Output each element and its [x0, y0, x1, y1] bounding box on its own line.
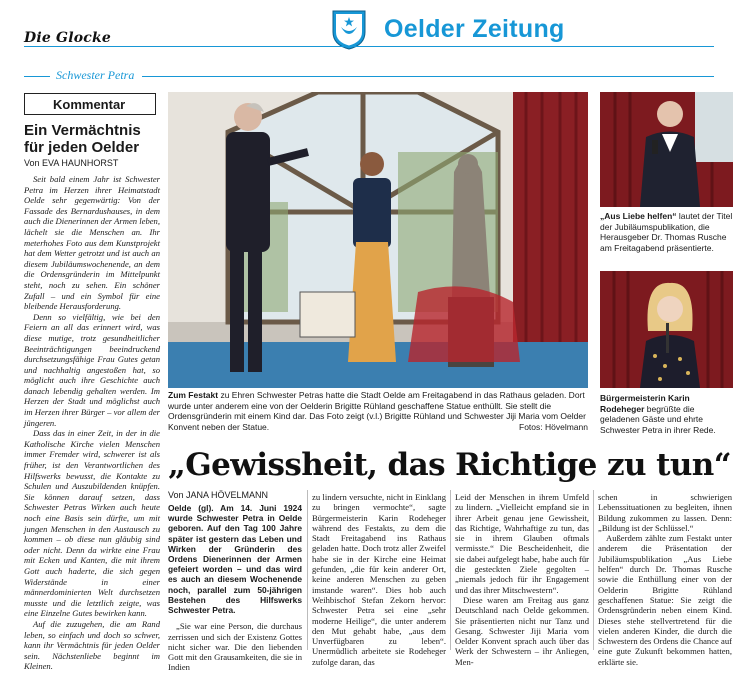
column-divider	[307, 490, 308, 650]
topic-label: Schwester Petra	[52, 68, 138, 83]
festakt-photo	[168, 92, 588, 388]
topic-rule-left	[24, 76, 50, 77]
commentary-paragraph: Auf die zuzugehen, die am Rand leben, so einfach und doch so schwer, kann ihr Vermächtnis für jeden Oelder sein. Nächstenliebe beginnt im Kleinen.	[24, 618, 160, 672]
caption-lead: „Aus Liebe helfen“	[600, 211, 677, 221]
masthead-rule	[24, 46, 714, 47]
article-column-4	[598, 492, 732, 667]
caption-text: begrüßte die geladenen Gäste und ehrte Schwester Petra in ihrer Rede.	[600, 403, 716, 435]
rodeheger-photo	[600, 271, 733, 388]
article-paragraph: „Sie war eine Person, die durchaus zerrissen und sich der Existenz Gottes nicht sicher war. Die den liebenden Gott mit den Grausamkeiten, die sie in Indien	[168, 621, 302, 673]
commentary-title-line1: Ein Vermächtnis	[24, 122, 141, 139]
article-lead: Oelde (gl). Am 14. Juni 1924 wurde Schwester Petra in Oelde geboren. Auf den Tag 100 Jahre später ist gestern das Leben und Wirken der Gründerin des Ordens Dienerinnen der Armen gefeiert worden – und das wird es auch an diesem Wochenende noch, parallel zum 50-jährigen Bestehen des Hilfswerks Schwester Petra.	[168, 503, 302, 616]
article-column-3	[455, 492, 589, 667]
article-paragraph: Leid der Menschen in ihrem Umfeld zu lindern. „Vielleicht empfand sie in ihrer Arbeit genau jene Gewissheit, das Richtige, Wahrhaftige zu tun, das sie in ihrem Glauben oftmals vermisste.“ Die Bescheidenheit, die sie dabei aufgelegt habe, habe auch für die gesteckten Ziele gegolten – „niemals jedoch für ihr Engagement und das ihrer Mitschwestern“.	[455, 492, 589, 595]
coat-of-arms-icon	[332, 10, 366, 50]
rodeheger-caption	[600, 393, 733, 435]
article-paragraph: schen in schwierigen Lebenssituationen zu begleiten, ihnen Bildung zukommen zu lassen. Denn: „Bildung ist der Schlüssel.“	[598, 492, 732, 533]
caption-lead: Bürgermeisterin Karin Rodeheger	[600, 393, 690, 414]
article-column-1	[168, 503, 302, 673]
column-divider	[450, 490, 451, 650]
topic-rule-right	[142, 76, 714, 77]
caption-text: zu Ehren Schwester Petras hatte die Stadt Oelde am Freitagabend in das Rathaus geladen. Dort wurde unter anderem eine von der Oelderin Brigitte Rühland geschaffene Statue enthüllt. Sie stellt die Ordensgründerin mit einem Kind dar. Das Foto zeigt (v.l.) Brigitte Rühland und Schwester Jiji Maria vom Oelder Konvent neben der Statue.	[168, 390, 586, 432]
publication-logo: Die Glocke	[24, 30, 111, 46]
photo-credit: Fotos: Hövelmann	[519, 421, 588, 432]
article-paragraph: zu lindern versuchte, nicht in Einklang zu bringen vermochte“, sagte Bürgermeisterin Karin Rodeheger während des Festakts, zu dem die Stadt Freitagabend ins Rathaus geladen hatte. Doch trotz aller Zweifel habe sie in der Kirche eine Heimat gefunden, „die für kein anderer Ort, keine anderen Menschen zu geben imstande waren“. Dies hob auch Weihbischof Stefan Zekorn hervor: Schwester Petra sei eine „sehr moderne Heilige“, die unter anderem den Mut gehabt habe, „aus dem Unverfügbaren zu leben“. Unermüdlich arbeitete sie Rodeheger zufolge daran, das	[312, 492, 446, 667]
rusche-photo	[600, 92, 733, 207]
article-paragraph: Außerdem zählte zum Festakt unter anderem die Präsentation der Jubiläumspublikation „Aus Liebe helfen“ durch Dr. Thomas Rusche sowie die Enthüllung einer von der Oelderin Brigitte Rühland geschaffenen Statue: Sie zeigt die Ordensgründerin neben einem Kind. Dieses stehe stellvertretend für die vielen anderen Kinder, die durch die Schwestern des Ordens die Chance auf eine gute Zukunft bekommen hatten, erklärte sie.	[598, 533, 732, 667]
commentary-title	[24, 122, 164, 156]
edition-title: Oelder Zeitung	[384, 15, 565, 43]
commentary-title-line2: für jeden Oelder	[24, 139, 140, 156]
article-headline: „Gewissheit, das Richtige zu tun“	[168, 447, 731, 483]
main-photo-caption	[168, 390, 588, 432]
commentary-paragraph: Denn so vielfältig, wie bei den Feiern an all das erinnert wird, was diese mutige, trotz gesundheitlicher Beeinträchtigungen beeindruckend durchsetzungsfähige Frau Gutes getan und nachhaltig angestoßen hat, so möglicht auch ihre Geschichte auch danach lebendig gehalten werden. Im Herzen der Stadt und möglichst auch im Herzen ihrer Bürger – vor allem der jüngeren.	[24, 311, 160, 428]
rusche-caption	[600, 211, 733, 253]
commentary-paragraph: Dass das in einer Zeit, in der in die Katholische Kirche vielen Menschen immer Fremder wird, schwerer ist als früher, ist den Verantwortlichen des Hilfswerks bewusst, die Kontakte zu Schulen und Auszubildenden knüpfen. Sie können darauf setzen, dass Schwester Petras Wirken auch heute noch eine Basis sein dürfte, um mit jungen Menschen in den Austausch zu kommen – ob diese nun gläubig sind oder nicht. Denn da wirkte eine Frau mit Ecken und Kanten, die mit ihrem Gott auch haderte, die sich gegen Widerstände in einer männerdominierten Welt durchsetzen musste und die letztlich zeigte, was eine Einzelne Gutes bewirken kann.	[24, 428, 160, 619]
article-byline: Von JANA HÖVELMANN	[168, 490, 269, 500]
caption-lead: Zum Festakt	[168, 390, 219, 400]
caption-text: lautet der Titel der Jubiläumspublikation, die Herausgeber Dr. Thomas Rusche am Freitagabend präsentierte.	[600, 211, 733, 253]
commentary-paragraph: Seit bald einem Jahr ist Schwester Petra im Herzen ihrer Heimatstadt Oelde sehr gegenwärtig: Von der Fassade des Bernardushauses, in dem auch die Dienerinnen der Armen leben, lächelt sie die Menschen an. Ihr meterhohes Foto aus dem Kunstprojekt hat dem Wetter getrotzt und ist auch an diesem Jubiläumswochenende, an dem die Ordensgründerin im Mittelpunkt steht, noch zu sehen. Ein schöner Zufall – und ein Symbol für eine bleibende Herausforderung.	[24, 174, 160, 312]
column-divider	[593, 490, 594, 650]
commentary-label: Kommentar	[24, 93, 156, 115]
article-paragraph: Diese waren am Freitag aus ganz Deutschland nach Oelde gekommen. Sie präsentierten nicht nur Tanz und Gesang. Schwester Jiji Maria vom Oelder Konvent sprach auch über das Werk der Schwestern – ihr Anliegen, Men-	[455, 594, 589, 667]
article-column-2	[312, 492, 446, 667]
commentary-body	[24, 174, 160, 672]
commentary-byline: Von EVA HAUNHORST	[24, 158, 119, 168]
